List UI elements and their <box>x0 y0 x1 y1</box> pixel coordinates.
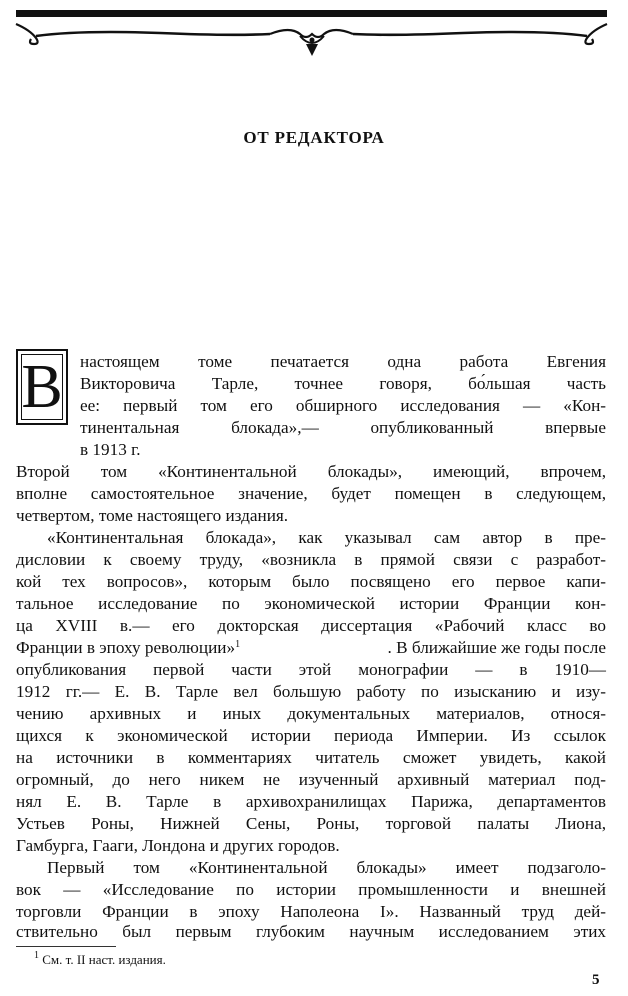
page-number: 5 <box>592 972 600 988</box>
text-line: на источники в комментариях читатель сможет увидеть, какой <box>16 748 606 767</box>
text-line: Викторовича Тарле, точнее говоря, бо́льшая часть <box>80 374 606 393</box>
footnote-mark: 1 <box>34 950 39 961</box>
text-line: тинентальная блокада»,— опубликованный впервые <box>80 418 606 437</box>
text-line: ца XVIII в.— его докторская диссертация «Рабочий класс во <box>16 616 606 635</box>
header-ornament <box>0 0 628 64</box>
text-line: вполне самостоятельное значение, будет помещен в следующем, <box>16 484 606 503</box>
text-line: Гамбурга, Гааги, Лондона и других городов. <box>16 836 340 855</box>
text-line: Первый том «Континентальной блокады» имеет подзаголо- <box>47 858 606 877</box>
text-line: вок — «Исследование по истории промышленности и внешней <box>16 880 606 899</box>
footnote <box>34 952 166 968</box>
text-line: чению архивных и иных документальных материалов, относя- <box>16 704 606 723</box>
text-line: огромный, до него никем не изученный архивный материал под- <box>16 770 606 789</box>
text-line: Устьев Роны, Нижней Сены, Роны, торговой палаты Лиона, <box>16 814 606 833</box>
text-line: настоящем томе печатается одна работа Евгения <box>80 352 606 371</box>
text-line: тальное исследование по экономической истории Франции кон- <box>16 594 606 613</box>
drop-cap <box>16 349 68 425</box>
footnote-ref: 1 <box>235 639 241 650</box>
text-line: четвертом, томе настоящего издания. <box>16 506 289 525</box>
text-line <box>16 638 606 658</box>
text-line: дисловии к своему труду, «возникла в прямой связи с разработ- <box>16 550 606 569</box>
text-line: кой тех вопросов», которым было посвящено его первое капи- <box>16 572 606 591</box>
text-line: ствительно был первым глубоким научным исследованием этих <box>16 922 606 941</box>
text-line: торговли Франции в эпоху Наполеона I». Названный труд дей- <box>16 902 606 921</box>
footnote-text: См. т. II наст. издания. <box>42 952 166 967</box>
footnote-divider <box>16 946 116 947</box>
text-line: щихся к экономической истории периода Империи. Из ссылок <box>16 726 606 745</box>
text-line: в 1913 г. <box>80 440 141 459</box>
text-line: опубликования первой части этой монографии — в 1910— <box>16 660 606 679</box>
text-line: Второй том «Континентальной блокады», имеющий, впрочем, <box>16 462 606 481</box>
drop-cap-letter: В <box>21 353 63 421</box>
text-line: «Континентальная блокада», как указывал сам автор в пре- <box>47 528 606 547</box>
page-title: ОТ РЕДАКТОРА <box>243 128 385 147</box>
text-line: 1912 гг.— Е. В. Тарле вел большую работу по изысканию и изу- <box>16 682 606 701</box>
text-line: нял Е. В. Тарле в архивохранилищах Парижа, департаментов <box>16 792 606 811</box>
text-segment: . В ближайшие же годы после <box>387 638 606 657</box>
text-line: ее: первый том его обширного исследования — «Кон- <box>80 396 606 415</box>
text-segment: Франции в эпоху революции»$^1$ <box>16 638 241 657</box>
